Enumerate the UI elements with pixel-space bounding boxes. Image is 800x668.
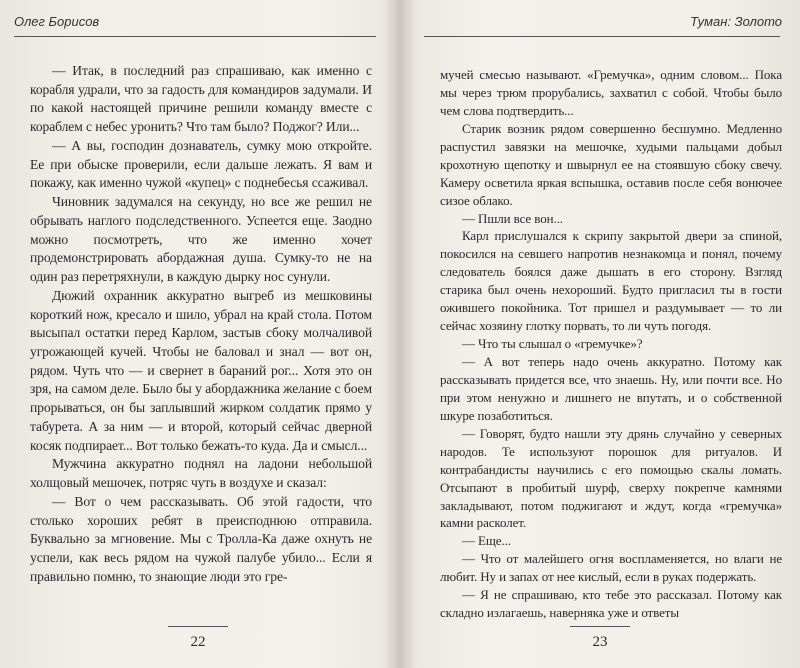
- page-number: 22: [190, 634, 206, 650]
- paragraph: Дюжий охранник аккуратно выгреб из мешковины короткий нож, кресало и шило, убрал на край стола. Потом высыпал остатки перед Карлом, застыв сбоку молчаливой угрожающей кучей. Чтобы не баловал и знал — вот он, рядом. Чуть что — и свернет в бараний рог... Хотя это он зря, на самом деле. Было бы у абордажника желание с боем прорываться, он бы заплывший жирком солдатик прямо у табурета. А за ним — и второй, который сейчас дверной косяк подпирает... Вот только бежать-то куда. Да и смысл...: [30, 287, 372, 453]
- paragraph: — Еще...: [462, 533, 511, 549]
- paragraph: — Итак, в последний раз спрашиваю, как именно с корабля удрали, что за гадость для командиров задумали. И по какой настоящей причине решили команду вместе с кораблем с небес уронить? Что там было? Поджог? Или...: [30, 63, 372, 135]
- right-page: [402, 0, 800, 668]
- paragraph: Старик возник рядом совершенно бесшумно. Медленно распустил завязки на мешочке, худыми пальцами добыл крохотную щепотку и швырнул ее на стоявшую сбоку свечу. Камеру осветила яркая вспышка, оставив после себя вонючее сизое облако.: [440, 120, 782, 208]
- footer-rule: [570, 626, 630, 627]
- paragraph: — Что от малейшего огня воспламеняется, но влаги не любит. Ну и запах от нее кислый, если в руках подержать.: [440, 551, 782, 585]
- header-rule: [14, 36, 376, 37]
- paragraph: Карл прислушался к скрипу закрытой двери за спиной, покосился на севшего напротив незнакомца и понял, почему следователь боялся даже дышать в его сторону. Взгляд старика был очень нехороший. Будто пригласил ты в гости ожившего покойника. Тот пришел и раздумывает — то ли сейчас хозяину глотку порвать, то ли чуть погодя.: [440, 228, 782, 334]
- paragraph: — А вот теперь надо очень аккуратно. Потому как рассказывать придется все, что знаешь. Ну, или почти все. Но при этом ненужно и лишнего не впутать, и о собственной шкуре позаботиться.: [440, 354, 782, 423]
- paragraph: — Пшли все вон...: [462, 210, 563, 226]
- paragraph: мучей смесью называют. «Гремучка», одним словом... Пока мы через трюм прорубались, захватил с собой. Чтобы было чем слова подтвердить...: [440, 67, 782, 118]
- paragraph: — Что ты слышал о «гремучке»?: [462, 336, 643, 352]
- running-head-title: Туман: Золото: [690, 14, 782, 29]
- paragraph: — Вот о чем рассказывать. Об этой гадости, что столько хороших ребят в преисподнюю отправила. Буквально за мгновение. Мы с Тролла-Ка даже охнуть не успели, как весь рядом на чужой палубе убило... Если я правильно помню, то знающие люди это гре-: [30, 493, 372, 584]
- paragraph: — Говорят, будто нашли эту дрянь случайно у северных народов. Те используют порошок для ритуалов. И контрабандисты научились с его помощью скалы ломать. Отсыпают в пробитый шурф, сверху покрепче камнями закладывают, потом поджигают и ждут, когда «гремучка» камни расколет.: [440, 425, 782, 531]
- running-head-author: Олег Борисов: [14, 14, 100, 29]
- header-rule: [424, 36, 780, 37]
- left-page: [0, 0, 398, 668]
- paragraph: — А вы, господин дознаватель, сумку мою откройте. Ее при обыске проверили, если дальше лежать. Я вам и покажу, как именно чужой «купец» с поднебесья ссаживал.: [30, 137, 372, 191]
- left-page-text: [30, 62, 372, 587]
- paragraph: Мужчина аккуратно поднял на ладони небольшой холщовый мешочек, потряс чуть в воздухе и сказал:: [30, 456, 372, 491]
- right-page-text: [440, 66, 782, 622]
- page-number: 23: [592, 634, 608, 650]
- paragraph: — Я не спрашиваю, кто тебе это рассказал. Потому как складно излагаешь, наверняка уже и ответы: [440, 587, 782, 621]
- paragraph: Чиновник задумался на секунду, но все же решил не обрывать наглого подследственного. Успеется еще. Заодно можно посмотреть, что же именно хочет продемонстрировать абордажная душа. Сумку-то не на один раз перетряхнули, в каждую дырку нос сунули.: [30, 194, 372, 285]
- footer-rule: [168, 626, 228, 627]
